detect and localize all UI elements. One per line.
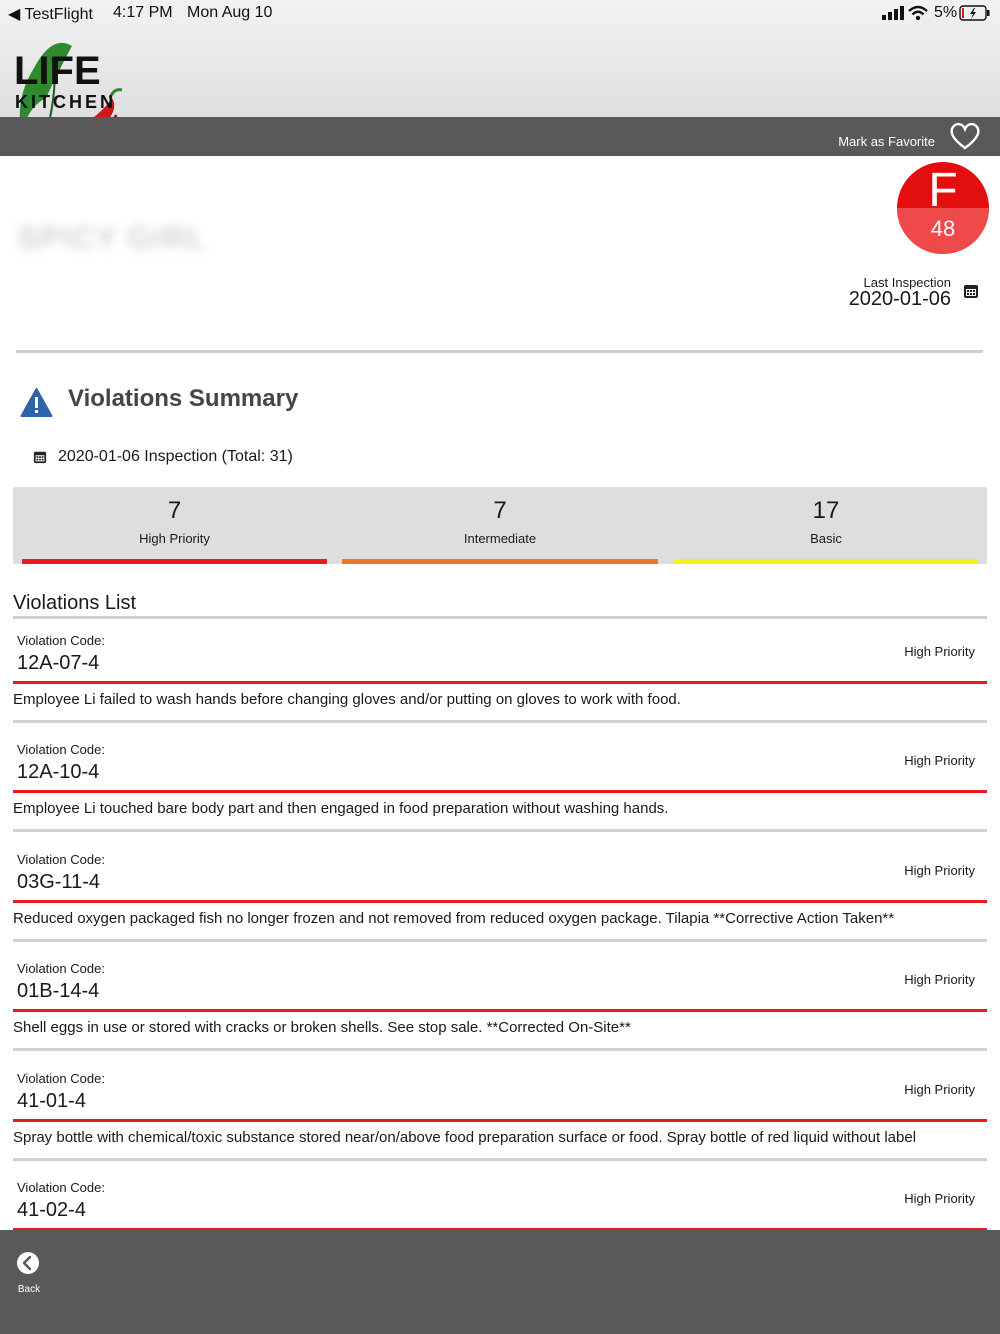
code-label: Violation Code: [17, 961, 105, 976]
violation-code: 12A-10-4 [17, 761, 100, 783]
last-inspection-date: 2020-01-06 [848, 288, 951, 310]
violations-list-title: Violations List [13, 592, 137, 614]
code-label: Violation Code: [17, 742, 105, 757]
priority-bar [342, 559, 658, 564]
violation-item[interactable] [13, 1061, 987, 1171]
count-label: Intermediate [463, 531, 537, 546]
item-separator [13, 720, 987, 723]
count-value: 17 [812, 497, 840, 524]
violations-summary-title: Violations Summary [68, 385, 299, 412]
violation-counts [13, 487, 987, 564]
status-time: 4:17 PM [113, 4, 173, 21]
grade-badge [897, 162, 989, 254]
code-label: Violation Code: [17, 1180, 105, 1195]
violation-priority: High Priority [904, 972, 975, 987]
wifi-icon [908, 5, 928, 21]
item-separator [13, 829, 987, 832]
logo-text-kitchen: KITCHEN [15, 92, 116, 112]
violation-description: Employee Li touched bare body part and then engaged in food preparation without washing hands. [13, 800, 669, 817]
code-label: Violation Code: [17, 633, 105, 648]
mark-favorite-label[interactable]: Mark as Favorite [838, 134, 935, 149]
violation-priority: High Priority [904, 753, 975, 768]
priority-line [13, 790, 987, 793]
violation-item[interactable] [13, 842, 987, 952]
violation-code: 01B-14-4 [17, 980, 100, 1002]
violation-item[interactable] [13, 623, 987, 733]
priority-line [13, 1119, 987, 1122]
heart-icon[interactable] [949, 121, 981, 151]
item-separator [13, 1158, 987, 1161]
count-value: 7 [493, 497, 507, 524]
count-intermediate [342, 497, 658, 546]
battery-icon [959, 5, 991, 22]
grade-letter: F [928, 164, 958, 217]
violation-item[interactable] [13, 1170, 987, 1230]
header-toolbar [0, 117, 1000, 156]
logo-text-life: LIFE [14, 49, 101, 93]
violation-item[interactable] [13, 951, 987, 1061]
app-header [0, 0, 1000, 156]
priority-line [13, 1009, 987, 1012]
priority-bar [674, 559, 978, 564]
count-label: Basic [810, 531, 842, 546]
violation-priority: High Priority [904, 1191, 975, 1206]
violation-description: Shell eggs in use or stored with cracks or broken shells. See stop sale. **Corrected On-Site** [13, 1019, 631, 1036]
count-basic [674, 497, 978, 546]
back-label: Back [17, 1284, 41, 1295]
item-separator [13, 939, 987, 942]
violation-description: Reduced oxygen packaged fish no longer frozen and not removed from reduced oxygen package. Tilapia **Corrective Action Taken** [13, 910, 895, 927]
testflight-back-link[interactable]: ◀ TestFlight [8, 6, 93, 23]
back-button[interactable] [14, 1252, 44, 1296]
priority-line [13, 681, 987, 684]
calendar-icon[interactable] [963, 283, 979, 299]
signal-icon [882, 6, 906, 20]
priority-line [13, 900, 987, 903]
violation-code: 12A-07-4 [17, 652, 100, 674]
grade-score: 48 [930, 216, 956, 241]
code-label: Violation Code: [17, 1071, 105, 1086]
inspection-total: 2020-01-06 Inspection (Total: 31) [58, 448, 293, 465]
calendar-small-icon [33, 450, 47, 464]
last-inspection-label: Last Inspection [863, 275, 951, 290]
status-date: Mon Aug 10 [187, 4, 273, 21]
violation-code: 41-01-4 [17, 1090, 86, 1112]
violation-description: Employee Li failed to wash hands before changing gloves and/or putting on gloves to work with food. [13, 691, 681, 708]
list-divider [13, 616, 987, 619]
restaurant-name: SPICY GIRL [18, 222, 206, 255]
warning-icon [20, 387, 53, 418]
violation-priority: High Priority [904, 644, 975, 659]
code-label: Violation Code: [17, 852, 105, 867]
back-arrow-icon [14, 1252, 44, 1278]
status-bar [0, 0, 1000, 26]
section-divider [16, 350, 983, 353]
bottom-toolbar [0, 1230, 1000, 1334]
violation-priority: High Priority [904, 1082, 975, 1097]
violation-priority: High Priority [904, 863, 975, 878]
priority-bar [22, 559, 327, 564]
item-separator [13, 1048, 987, 1051]
count-label: High Priority [139, 531, 210, 546]
violation-description: Spray bottle with chemical/toxic substance stored near/on/above food preparation surface or food. Spray bottle of red liquid without label [13, 1129, 917, 1146]
violation-item[interactable] [13, 732, 987, 842]
violation-code: 41-02-4 [17, 1199, 86, 1221]
count-high-priority [22, 497, 327, 546]
count-value: 7 [167, 497, 182, 524]
violation-code: 03G-11-4 [17, 871, 101, 893]
battery-percent: 5% [934, 4, 958, 21]
